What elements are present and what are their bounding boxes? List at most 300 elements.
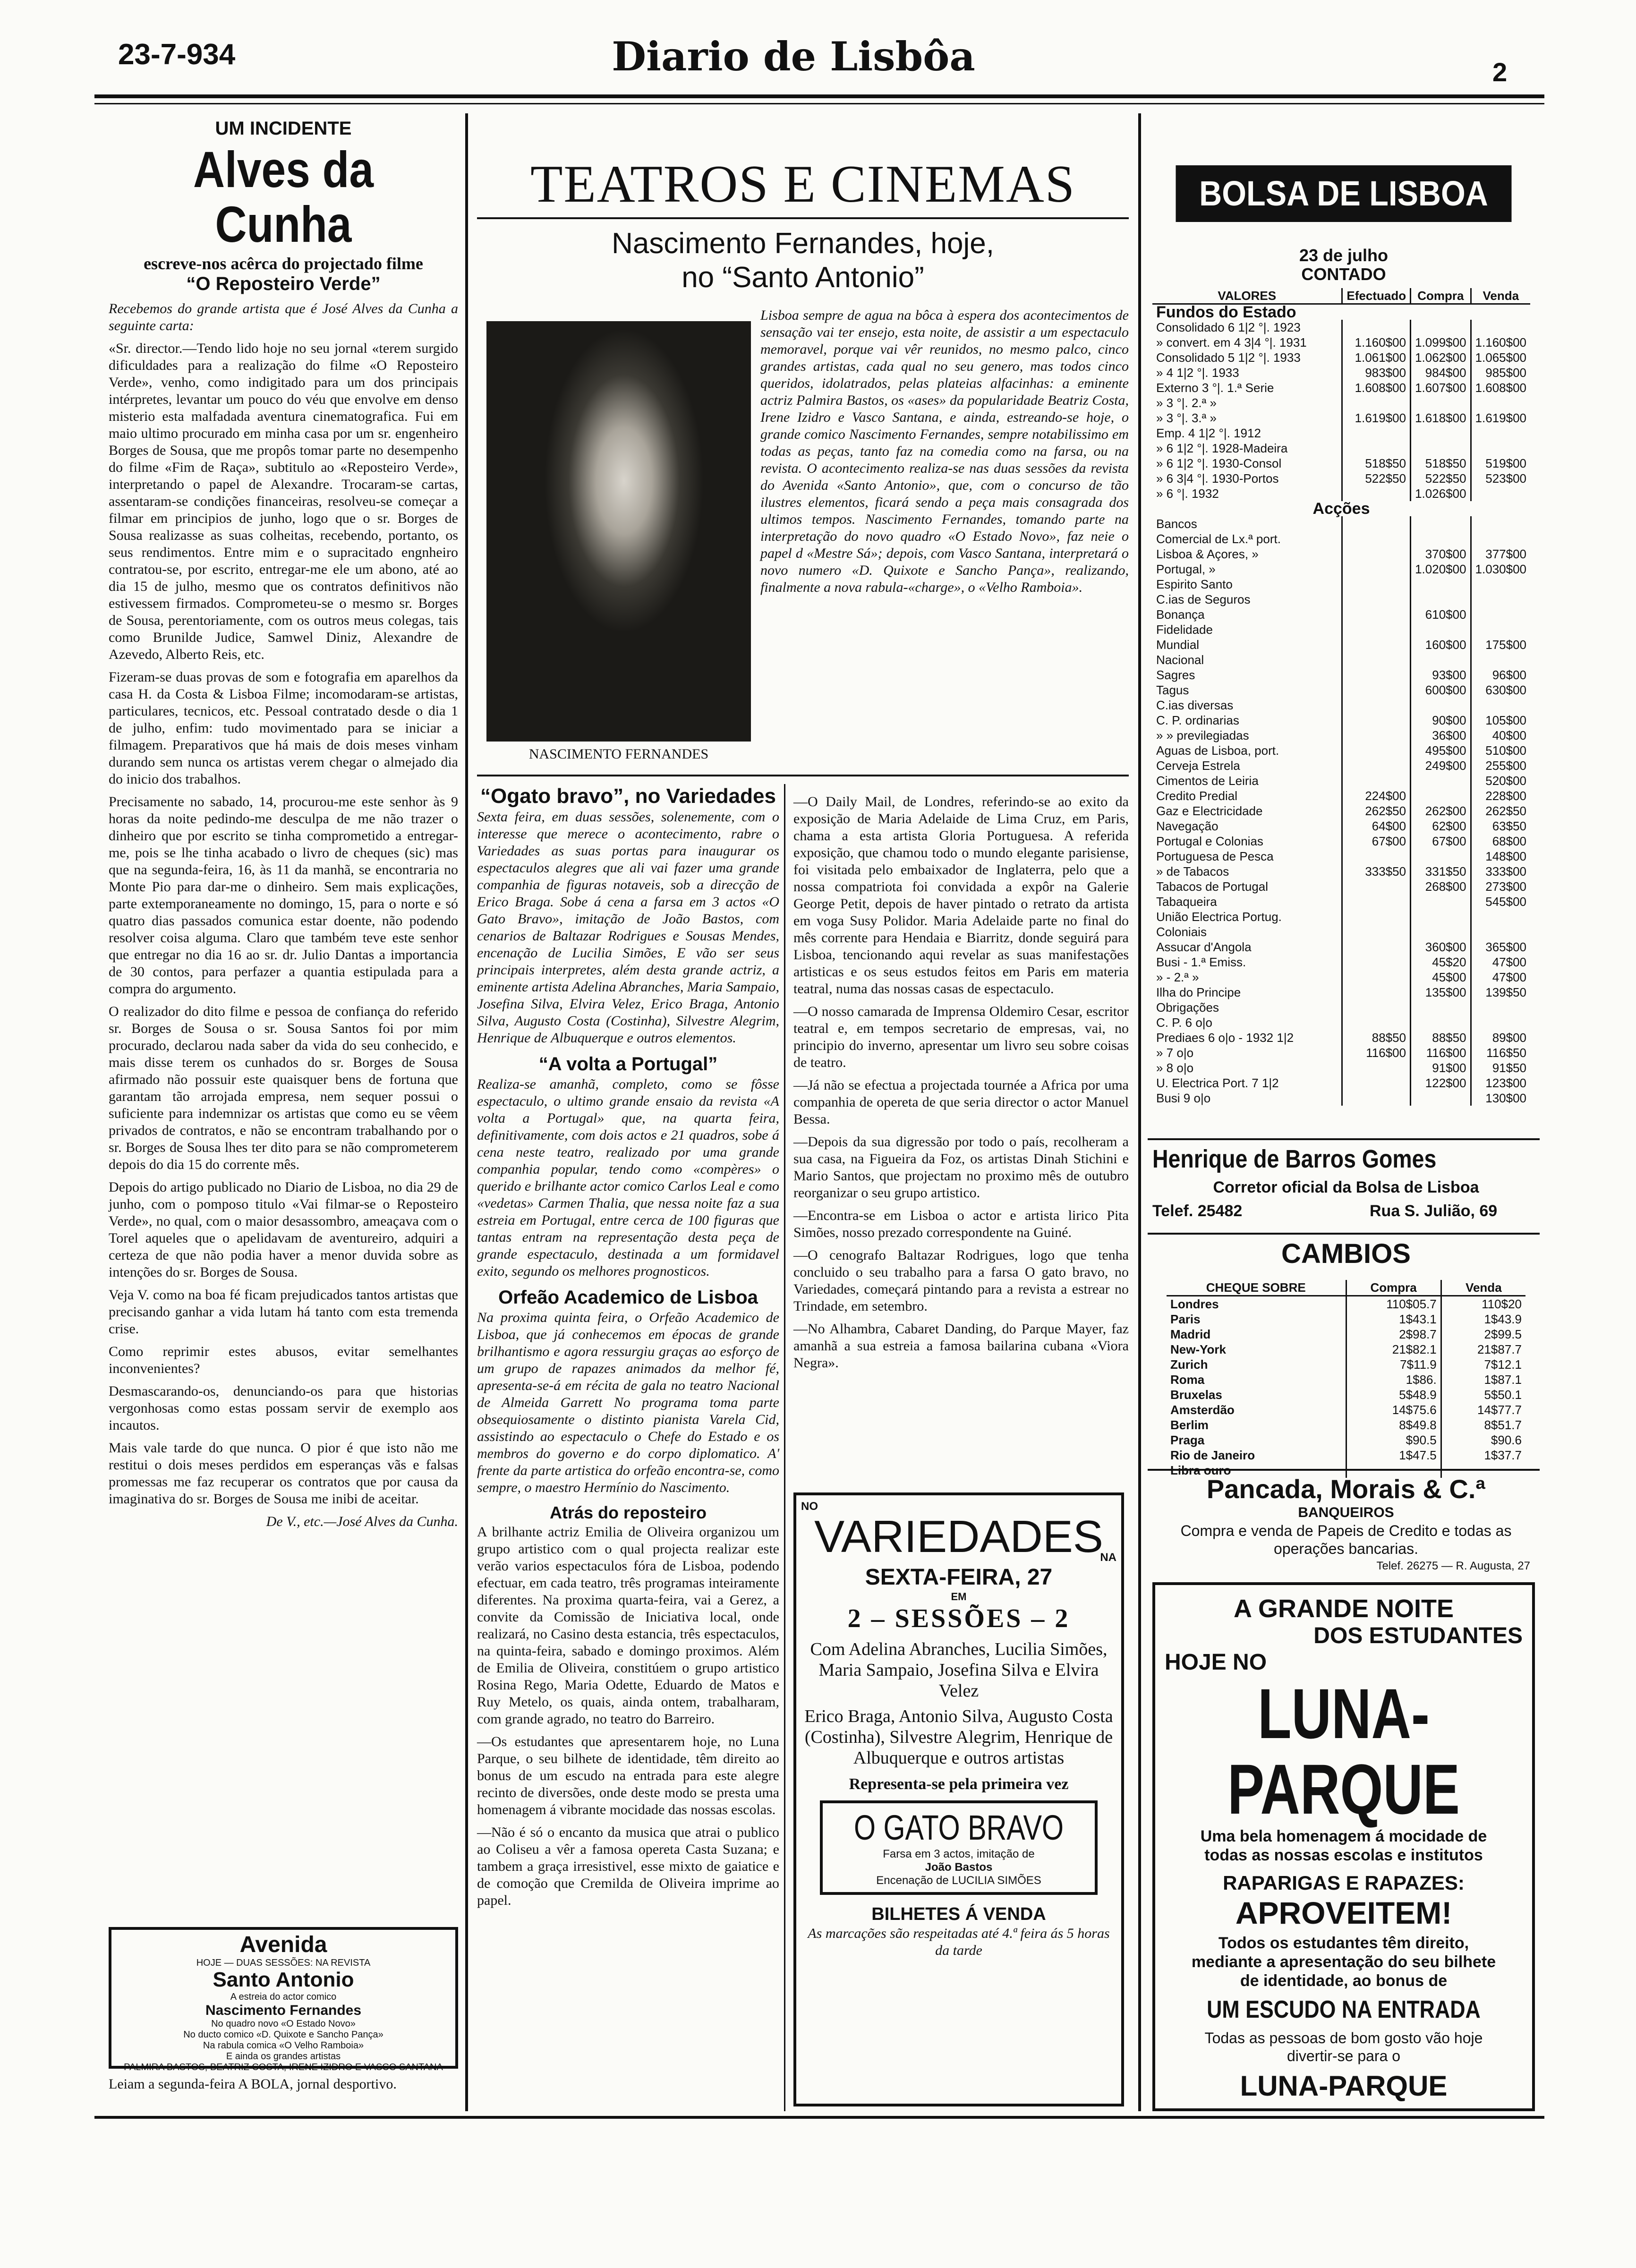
signoff: De V., etc.—José Alves da Cunha.	[266, 1514, 458, 1529]
ad-desc: João Bastos	[925, 1861, 993, 1874]
quote-value	[1342, 758, 1411, 773]
table-row	[1167, 1402, 1525, 1417]
table-row	[1152, 909, 1530, 924]
table-row	[1152, 864, 1530, 879]
quote-value	[1471, 592, 1530, 607]
quote-value	[1342, 894, 1411, 909]
security-name: Espirito Santo	[1156, 577, 1233, 591]
quote-value: 91$50	[1471, 1060, 1530, 1075]
section-rule	[1148, 1233, 1540, 1235]
table-row	[1167, 1357, 1525, 1372]
table-row	[1152, 607, 1530, 622]
quote-value: 160$00	[1411, 637, 1471, 652]
security-name: União Electrica Portug.	[1156, 910, 1282, 924]
table-row	[1152, 1030, 1530, 1045]
rate-value: 1$37.7	[1441, 1448, 1525, 1463]
security-name: Busi - 1.ª Emiss.	[1156, 955, 1246, 969]
currency-name: Amsterdão	[1170, 1403, 1235, 1417]
theatre-headline: Nascimento Fernandes, hoje,	[612, 227, 994, 260]
body-paragraph: Depois do artigo publicado no Diario de Lisboa, no dia 29 de junho, com o pomposo titulo «Vai filmar-se o Reposteiro Verde», no qual, com o maior desassombro, ameaçava com o Torel aqueles que o apelidavam de aventureiro, adquiri a certeza de que não podia haver a menor duvida sobre as intenções do sr. Borges de Sousa.	[109, 1179, 458, 1280]
table-row	[1152, 758, 1530, 773]
bank-name: Pancada, Morais & C.ª	[1206, 1474, 1486, 1504]
quote-value	[1342, 637, 1411, 652]
quote-value: 47$00	[1471, 970, 1530, 985]
quote-value: 522$50	[1411, 471, 1471, 486]
body-paragraph: Precisamente no sabado, 14, procurou-me este senhor às 9 horas da noite pedindo-me desculpa de me não trazer o dinheiro que por escrito se tinha comprometido a entregar-me, pois se lhe tinha acabado o livro de cheques (sic) mas que na segunda-feira, 16, às 11 da manhã, se encontraria no Monte Pio para dar-me o dinheiro. Sem mais explicações, parte extemporaneamente no domingo, 15, para o norte e só quatro dias passados comunica estar doente, não podendo resolver coisa alguma. Claro que também teve este senhor que entregar no dia 16 ao sr. dr. Julio Dantas a importancia de 30 contos, para perfazer a quantia estipulada para a compra do argumento.	[109, 794, 458, 997]
rate-value: 1$86.	[1346, 1372, 1441, 1387]
ad-line: HOJE — DUAS SESSÕES: NA REVISTA	[196, 1958, 371, 1968]
masthead: Diario de Lisbôa	[612, 33, 975, 80]
quote-value: 495$00	[1411, 743, 1471, 758]
table-row	[1152, 562, 1530, 577]
gato-body: Sexta feira, em duas sessões, solenemente, com o interesse que merece o acontecimento, rabre o Variedades as suas portas para inaugurar os espectaculos alegres que ali vai fazer uma grande companhia de figuras notaveis, sob a direcção de Erico Braga. Sobe á cena a farsa em 3 actos «O Gato Bravo», imitação de João Bastos, com cenarios de Baltazar Rodrigues e Sousas Mendes, encenação de Lucilia Simões, E vão ser seus principais interpretes, além desta grande actriz, a eminente artista Adelina Abranches, Maria Sampaio, Josefina Silva, Elvira Velez, Erico Braga, Antonio Silva, Augusto Costa (Costinha), Silvestre Alegrim, Henrique de Albuquerque e outros elementos.	[477, 809, 779, 1046]
ad-line: HOJE NO	[1165, 1650, 1267, 1675]
security-name: Portuguesa de Pesca	[1156, 849, 1274, 863]
left-footer: Leiam a segunda-feira A BOLA, jornal desportivo.	[109, 2076, 397, 2092]
quote-value	[1471, 607, 1530, 622]
ad-actor: Nascimento Fernandes	[205, 2003, 362, 2018]
column-header: Compra	[1411, 288, 1471, 304]
security-name: Busi 9 o|o	[1156, 1091, 1211, 1105]
rate-value: 2$98.7	[1346, 1327, 1441, 1342]
quote-value: 36$00	[1411, 728, 1471, 743]
table-row	[1152, 546, 1530, 562]
quote-value	[1411, 1091, 1471, 1106]
quote-value	[1342, 531, 1411, 546]
security-name: Prediaes 6 o|o - 1932 1|2	[1156, 1031, 1294, 1045]
quote-value: 45$20	[1411, 955, 1471, 970]
quote-value: 67$00	[1342, 834, 1411, 849]
subhead: escreve-nos acêrca do projectado filme	[144, 254, 423, 273]
broker-name: Henrique de Barros Gomes	[1152, 1145, 1437, 1173]
exchange-table	[1167, 1280, 1525, 1478]
ad-sub: Todas as pessoas de bom gosto vão hoje divertir-se para o	[1204, 2029, 1483, 2064]
quote-value: 1.065$00	[1471, 350, 1530, 365]
quote-value: 1.619$00	[1471, 410, 1530, 426]
bolsa-subtitle: CONTADO	[1301, 264, 1386, 284]
security-name: Nacional	[1156, 653, 1204, 667]
quote-value	[1342, 849, 1411, 864]
header-rule-thin	[94, 103, 1544, 104]
table-row	[1152, 652, 1530, 667]
ad-no: NO	[801, 1500, 818, 1513]
column-rule-inner	[784, 784, 785, 2111]
quote-value: 331$50	[1411, 864, 1471, 879]
reposteiro-headline: Atrás do reposteiro	[549, 1503, 707, 1522]
quote-value: 333$00	[1471, 864, 1530, 879]
subhead-title: “O Reposteiro Verde”	[186, 273, 381, 294]
table-row	[1152, 426, 1530, 441]
quote-value: 1.160$00	[1471, 335, 1530, 350]
rate-value: 1$47.5	[1346, 1448, 1441, 1463]
news-item: —O cenografo Baltazar Rodrigues, logo que tenha concluido o seu trabalho para a farsa O gato bravo, no Variedades, começará pintando para a revista a estrear no Trindade, em setembro.	[793, 1247, 1129, 1314]
quote-value: 224$00	[1342, 788, 1411, 803]
quote-value	[1411, 909, 1471, 924]
ad-line: PALMIRA BASTOS, BEATRIZ COSTA, IRENE IZIDRO E VASCO SANTANA	[124, 2062, 443, 2072]
broker-phone: Telef. 25482	[1152, 1202, 1243, 1220]
table-row	[1167, 1296, 1525, 1312]
ad-desc: Farsa em 3 actos, imitação de	[883, 1848, 1035, 1860]
table-row	[1152, 365, 1530, 380]
orfeao-headline: Orfeão Academico de Lisboa	[498, 1287, 758, 1308]
volta-headline: “A volta a Portugal”	[538, 1054, 718, 1074]
currency-name: Bruxelas	[1170, 1388, 1222, 1402]
table-row	[1152, 531, 1530, 546]
reposteiro-body: —Os estudantes que apresentarem hoje, no Luna Parque, o seu bilhete de identidade, têm direito ao bonus de um escudo na entrada para este alegre recinto de diversões, onde deste modo se presta uma homenagem á vibrante mocidade das nossas escolas.	[477, 1734, 779, 1817]
rate-value: 8$49.8	[1346, 1417, 1441, 1432]
security-name: » convert. em 4 3|4 °|. 1931	[1156, 335, 1307, 350]
quote-value: 62$00	[1411, 819, 1471, 834]
table-row	[1152, 728, 1530, 743]
quote-value: 228$00	[1471, 788, 1530, 803]
quote-value: 1.030$00	[1471, 562, 1530, 577]
security-name: C.ias diversas	[1156, 698, 1234, 712]
security-name: » 4 1|2 °|. 1933	[1156, 366, 1239, 380]
intro: Recebemos do grande artista que é José Alves da Cunha a seguinte carta:	[109, 301, 458, 333]
table-row	[1152, 955, 1530, 970]
security-name: Aguas de Lisboa, port.	[1156, 743, 1279, 758]
bolsa-table	[1152, 288, 1530, 1138]
table-row	[1152, 1091, 1530, 1106]
quote-value	[1411, 773, 1471, 788]
quote-value	[1342, 622, 1411, 637]
quote-value: 262$00	[1411, 803, 1471, 819]
rate-value: 5$50.1	[1441, 1387, 1525, 1402]
ad-premiere: Representa-se pela primeira vez	[849, 1775, 1069, 1793]
security-name: U. Electrica Port. 7 1|2	[1156, 1076, 1279, 1090]
security-name: » » previlegiadas	[1156, 728, 1249, 742]
security-name: » - 2.ª »	[1156, 970, 1199, 984]
quote-value	[1411, 577, 1471, 592]
table-row	[1152, 410, 1530, 426]
security-name: Sagres	[1156, 668, 1195, 682]
rate-value: $90.6	[1441, 1432, 1525, 1448]
volta-body: Realiza-se amanhã, completo, como se fôsse espectaculo, o ultimo grande ensaio da revista «A volta a Portugal» que, na quarta feira, definitivamente, com dois actos e 21 quadros, sobe á cena neste teatro, realizado por uma grande companhia popular, tendo como «compères» o querido e brilhante actor comico Carlos Leal e como «vedetas» Carmen Thalia, que nessa noite faz a sua estreia em Portugal, entre cerca de 100 figuras que tantas entram na representação desta peça de grande espectaculo, destinada a um formidavel exito, segundo os melhores prognosticos.	[477, 1076, 779, 1279]
quote-value: 365$00	[1471, 939, 1530, 955]
security-name: Ilha do Principe	[1156, 985, 1241, 999]
column-header: Efectuado	[1342, 288, 1411, 304]
quotes-table	[1152, 288, 1530, 1106]
table-row	[1152, 819, 1530, 834]
bank-role: BANQUEIROS	[1298, 1505, 1394, 1520]
quote-value	[1342, 486, 1411, 501]
ad-line: A GRANDE NOITE	[1233, 1594, 1454, 1623]
table-row	[1152, 1000, 1530, 1015]
body-paragraph: Desmascarando-os, denunciando-os para que historias vergonhosas como estas possam servir de exemplo aos incautos.	[109, 1383, 458, 1433]
quote-value: 262$50	[1342, 803, 1411, 819]
quote-value	[1411, 395, 1471, 410]
currency-name: Rio de Janeiro	[1170, 1448, 1255, 1462]
orfeao-body: Na proxima quinta feira, o Orfeão Academico de Lisboa, que já conhecemos em épocas de grande brilhantismo e agora ressurgiu graças ao esforço de um grupo de rapazes animados da melhor fé, apresenta-se-á em récita de gala no teatro Nacional de Almeida Garrett No programa toma parte obsequiosamente o distinto pianista Varela Cid, assistindo ao espectaculo o Chefe do Estado e os membros do governo e do corpo diplomatico. A' frente da parte artistica do orfeão encontra-se, como sempre, o maestro Hermínio do Nascimento.	[477, 1310, 779, 1495]
body-paragraph: Fizeram-se duas provas de som e fotografia em aparelhos da casa H. da Costa & Lisboa Filme; incomodaram-se artistas, particulares, tecnicos, etc. Pessoal contratado desde o dia 1 de julho, enfim: tudo movimentado para se iniciar a filmagem. Preparativos que há mais de dois meses vinham durando sem nunca os artistas verem chegar o almejado dia do inicio dos trabalhos.	[109, 669, 458, 787]
quote-value	[1342, 879, 1411, 894]
quote-value: 1.061$00	[1342, 350, 1411, 365]
theatre-notes-left	[477, 784, 779, 2111]
theatre-notes-right	[793, 793, 1129, 1474]
security-name: Credito Predial	[1156, 789, 1237, 803]
ad-line: A estreia do actor comico	[230, 1992, 337, 2002]
ad-cast: Com Adelina Abranches, Lucilia Simões, Maria Sampaio, Josefina Silva e Elvira Velez	[810, 1639, 1108, 1701]
quote-value: 518$50	[1342, 456, 1411, 471]
column-header: Venda	[1441, 1280, 1525, 1296]
quote-value: 45$00	[1411, 970, 1471, 985]
table-row	[1152, 879, 1530, 894]
show-box	[820, 1800, 1098, 1895]
quote-value	[1342, 395, 1411, 410]
security-name: » 6 1|2 °|. 1930-Consol	[1156, 456, 1282, 470]
table-row	[1152, 788, 1530, 803]
quote-value: 64$00	[1342, 819, 1411, 834]
ad-sub: UM ESCUDO NA ENTRADA	[1207, 1996, 1481, 2023]
rate-value: 7$11.9	[1346, 1357, 1441, 1372]
quote-value: 89$00	[1471, 1030, 1530, 1045]
section-header-row	[1152, 304, 1530, 320]
quote-value	[1342, 743, 1411, 758]
currency-name: Paris	[1170, 1312, 1201, 1326]
security-name: » 3 °|. 3.ª »	[1156, 411, 1217, 425]
quote-value: 1.608$00	[1342, 380, 1411, 395]
ad-footer: LUNA-PARQUE	[1240, 2070, 1448, 2102]
quote-value	[1411, 1000, 1471, 1015]
ad-cast: Erico Braga, Antonio Silva, Augusto Costa (Costinha), Silvestre Alegrim, Henrique de Albuquerque e outros artistas	[804, 1706, 1113, 1768]
quote-value: 122$00	[1411, 1075, 1471, 1091]
bottom-rule	[94, 2116, 1544, 2119]
currency-name: Berlim	[1170, 1418, 1209, 1432]
security-name: Gaz e Electricidade	[1156, 804, 1263, 818]
table-row	[1167, 1387, 1525, 1402]
security-name: Fidelidade	[1156, 622, 1213, 637]
quote-value	[1471, 516, 1530, 531]
table-row	[1167, 1327, 1525, 1342]
column-header: Venda	[1471, 288, 1530, 304]
quote-value	[1411, 788, 1471, 803]
rate-value: 5$48.9	[1346, 1387, 1441, 1402]
column-header: Compra	[1346, 1280, 1441, 1296]
rate-value: 21$82.1	[1346, 1342, 1441, 1357]
ad-sessions: 2 – SESSÕES – 2	[847, 1604, 1070, 1633]
security-name: Bancos	[1156, 517, 1197, 531]
table-row	[1152, 970, 1530, 985]
quote-value: 545$00	[1471, 894, 1530, 909]
ad-date: SEXTA-FEIRA, 27	[865, 1565, 1053, 1590]
quote-value	[1471, 531, 1530, 546]
section-title: Acções	[1312, 500, 1370, 518]
table-row	[1152, 803, 1530, 819]
quote-value	[1471, 652, 1530, 667]
quote-value	[1471, 909, 1530, 924]
security-name: Comercial de Lx.ª port.	[1156, 532, 1281, 546]
table-row	[1152, 849, 1530, 864]
quote-value: 1.026$00	[1411, 486, 1471, 501]
quote-value: 116$50	[1471, 1045, 1530, 1060]
quote-value	[1342, 577, 1411, 592]
table-row	[1152, 456, 1530, 471]
table-row	[1152, 713, 1530, 728]
quote-value: 273$00	[1471, 879, 1530, 894]
broker-role: Corretor oficial da Bolsa de Lisboa	[1213, 1178, 1479, 1196]
quote-value	[1342, 713, 1411, 728]
quote-value: 116$00	[1342, 1045, 1411, 1060]
table-row	[1152, 622, 1530, 637]
quote-value	[1411, 894, 1471, 909]
quote-value: 1.619$00	[1342, 410, 1411, 426]
quote-value: 610$00	[1411, 607, 1471, 622]
table-row	[1152, 682, 1530, 698]
table-row	[1152, 667, 1530, 682]
quote-value	[1342, 909, 1411, 924]
rate-value: 1$43.1	[1346, 1312, 1441, 1327]
section-rule	[1148, 1469, 1540, 1471]
quote-value: 510$00	[1471, 743, 1530, 758]
quote-value	[1471, 426, 1530, 441]
quote-value	[1342, 773, 1411, 788]
rate-value: 7$12.1	[1441, 1357, 1525, 1372]
body-paragraph: «Sr. director.—Tendo lido hoje no seu jornal «terem surgido dificuldades para a realização do filme «O Reposteiro Verde», venho, como indigitado para um dos principais intérpretes, levantar um pouco do véu que envolve em denso misterio esta malfadada aventura cinematografica. Fui em maio ultimo procurado em minha casa por um sr. engenheiro Borges de Sousa, que me propôs tomar parte no desempenho do filme «Fim de Raça», subtitulo ao «Reposteiro Verde», interpretando o papel de Alexandre. Trocaram-se cartas, assentaram-se condições financeiras, resolveu-se começar a filmar em principios de junho, logo que o sr. Borges de Sousa realizasse as suas colheitas, recebendo, portanto, os seus rendimentos. Entre mim e o supracitado engnheiro contratou-se, por escrito, entregar-me ele um abono, até ao dia 15 de julho, mesmo que os contratos definitivos não estivessem firmados. Comprometeu-se o mesmo sr. Borges de Sousa, perentoriamente, com os outros meus colegas, tais como Brunilde Judice, Samwel Diniz, Alexandre de Azevedo, Alberto Reis, etc.	[109, 341, 458, 662]
reposteiro-body: A brilhante actriz Emilia de Oliveira organizou um grupo artistico com o qual projecta realizar este verão varios espectaculos fóra de Lisboa, podendo efectuar, em cada teatro, três programas inteiramente diferentes. Na proxima quarta-feira, vai a Gerez, a convite da Comissão de Iniciativa local, onde realizará, no Casino desta estancia, três espectaculos, na quinta-feira, sabado e domingo proximos. Além de Emilia de Oliveira, constitúem o grupo artistico Rosina Rego, Maria Odette, Eduardo de Matos e Ruy Metelo, os quais, ainda ontem, trabalharam, com grande agrado, no teatro do Barreiro.	[477, 1524, 779, 1727]
quote-value	[1411, 592, 1471, 607]
bank-desc: Compra e venda de Papeis de Credito e todas as operações bancarias.	[1180, 1522, 1512, 1557]
ad-sub: APROVEITEM!	[1235, 1895, 1452, 1930]
rate-value: 14$75.6	[1346, 1402, 1441, 1417]
security-name: » 6 3|4 °|. 1930-Portos	[1156, 471, 1279, 486]
quote-value: 1.099$00	[1411, 335, 1471, 350]
section-banner: TEATROS E CINEMAS	[530, 155, 1076, 213]
kicker: UM INCIDENTE	[215, 118, 352, 139]
quote-value	[1471, 622, 1530, 637]
security-name: C. P. ordinarias	[1156, 713, 1239, 727]
security-name: Cerveja Estrela	[1156, 759, 1240, 773]
quote-value: 984$00	[1411, 365, 1471, 380]
news-item: —Já não se efectua a projectada tournée a Africa por uma companhia de opereta de que seria director o actor Manuel Bessa.	[793, 1077, 1129, 1127]
quote-value	[1411, 622, 1471, 637]
quote-value: 1.618$00	[1411, 410, 1471, 426]
quote-value	[1471, 924, 1530, 939]
bolsa-date: 23 de julho	[1299, 246, 1389, 265]
cambios-table	[1167, 1280, 1525, 1462]
avenida-ad	[109, 1927, 458, 2072]
security-name: Coloniais	[1156, 925, 1207, 939]
table-row	[1152, 335, 1530, 350]
security-name: Portugal e Colonias	[1156, 834, 1263, 848]
quote-value	[1342, 667, 1411, 682]
ad-title: VARIEDADES	[814, 1511, 1103, 1562]
theatre-headline: no “Santo Antonio”	[682, 261, 924, 294]
quote-value	[1411, 698, 1471, 713]
photo-caption: NASCIMENTO FERNANDES	[528, 746, 709, 762]
quote-value: 377$00	[1471, 546, 1530, 562]
quote-value	[1342, 546, 1411, 562]
security-name: » 7 o|o	[1156, 1046, 1194, 1060]
quote-value: 90$00	[1411, 713, 1471, 728]
security-name: » 6 1|2 °|. 1928-Madeira	[1156, 441, 1288, 455]
quote-value: 1.160$00	[1342, 335, 1411, 350]
quote-value	[1471, 698, 1530, 713]
quote-value	[1342, 985, 1411, 1000]
column-header: CHEQUE SOBRE	[1167, 1280, 1346, 1296]
news-item: —O nosso camarada de Imprensa Oldemiro Cesar, escritor teatral e, em tempos secretario de empresas, vai, no principio do inverno, apresentar um livro seu sobre coisas de teatro.	[793, 1004, 1129, 1070]
quote-value	[1471, 1000, 1530, 1015]
currency-name: Londres	[1170, 1297, 1219, 1311]
table-row	[1152, 939, 1530, 955]
table-row	[1152, 577, 1530, 592]
quote-value: 983$00	[1342, 365, 1411, 380]
security-name: C. P. 6 o|o	[1156, 1015, 1213, 1030]
quote-value: 105$00	[1471, 713, 1530, 728]
security-name: Tagus	[1156, 683, 1189, 697]
quote-value	[1411, 652, 1471, 667]
rate-value: 110$20	[1441, 1296, 1525, 1312]
table-row	[1152, 743, 1530, 758]
quote-value	[1342, 607, 1411, 622]
quote-value: 47$00	[1471, 955, 1530, 970]
quote-value	[1471, 577, 1530, 592]
quote-value	[1342, 698, 1411, 713]
body-paragraph: O realizador do dito filme e pessoa de confiança do referido sr. Borges de Sousa o sr. Sousa Santos foi por mim procurado, declarou nada saber da vida do seu conhecido, e mais disse terem os cunhados do sr. Borges de Sousa afirmado não possuir este quaisquer bens de fortuna que garantam tão arrojada empresa, nem sequer possui o suficiente para indemnizar os artistas que como eu se vêem privados de contratos, e não se encontram trabalhando por o sr. Borges de Sousa lhes ter dito para se não comprometerem depois do dia 15 do corrente mês.	[109, 1004, 458, 1172]
security-name: Consolidado 5 1|2 °|. 1933	[1156, 350, 1301, 365]
quote-value	[1342, 592, 1411, 607]
quote-value: 88$50	[1411, 1030, 1471, 1045]
section-header-row	[1152, 501, 1530, 516]
table-row	[1152, 395, 1530, 410]
quote-value	[1342, 652, 1411, 667]
rate-value: 110$05.7	[1346, 1296, 1441, 1312]
quote-value: 255$00	[1471, 758, 1530, 773]
rate-value: 1$43.9	[1441, 1312, 1525, 1327]
table-row	[1167, 1342, 1525, 1357]
rate-value: 21$87.7	[1441, 1342, 1525, 1357]
quote-value	[1411, 320, 1471, 335]
table-row	[1152, 1045, 1530, 1060]
currency-name: New-York	[1170, 1342, 1226, 1356]
table-row	[1152, 698, 1530, 713]
ad-sub: Uma bela homenagem á mocidade de todas as nossas escolas e institutos	[1200, 1827, 1487, 1864]
security-name: Emp. 4 1|2 °|. 1912	[1156, 426, 1261, 440]
section-rule	[477, 775, 1129, 776]
quote-value: 333$50	[1342, 864, 1411, 879]
reposteiro-body: —Não é só o encanto da musica que atrai o publico ao Coliseu a vêr a famosa opereta Casta Suzana; e tambem a graça irresistivel, esse mixto de gaiatice e de comoção que Cremilda de Oliveira imprime ao papel.	[477, 1825, 779, 1908]
quote-value	[1411, 426, 1471, 441]
security-name: Navegação	[1156, 819, 1218, 833]
ad-title: LUNA-PARQUE	[1227, 1674, 1460, 1829]
table-row	[1167, 1432, 1525, 1448]
quote-value	[1411, 924, 1471, 939]
security-name: Bonança	[1156, 607, 1205, 622]
quote-value: 262$50	[1471, 803, 1530, 819]
security-name: Tabacos de Portugal	[1156, 879, 1269, 894]
quote-value: 123$00	[1471, 1075, 1530, 1091]
quote-value: 268$00	[1411, 879, 1471, 894]
quote-value: 116$00	[1411, 1045, 1471, 1060]
section-title: Fundos do Estado	[1156, 303, 1296, 321]
quote-value: 518$50	[1411, 456, 1471, 471]
quote-value: 68$00	[1471, 834, 1530, 849]
security-name: Consolidado 6 1|2 °|. 1923	[1156, 320, 1301, 334]
ad-line: E ainda os grandes artistas	[226, 2051, 341, 2062]
theatre-lead: Lisboa sempre de agua na bôca à espera dos acontecimentos de sensação vai ter ensejo, esta noite, de assistir a um espectaculo memoravel, porque vai vêr reunidos, no mesmo palco, cinco grandes artistas, cada qual no seu genero, mas todos cinco queridos, idolatrados, pelas plateias alfacinhas: a eminente actriz Palmira Bastos, os «ases» da popularidade Beatriz Costa, Irene Izidro e Vasco Santana, e ainda, estreando-se hoje, o grande comico Nascimento Fernandes, sempre notabilissimo em todas as peças, tanto faz na comedia como na farsa, ou na revista. O acontecimento realiza-se nas duas sessões da revista do Avenida «Santo Antonio», que, com o concurso de tão ilustres elementos, ficará sendo a peça mais consagrada dos ultimos tempos. Nascimento Fernandes, tomando parte na interpretação do novo quadro «O Estado Novo», faz neie o papel d «Mestre Sá»; depois, com Vasco Santana, interpretará o novo numero «D. Quixote e Sancho Pança», realizando, finalmente a nova rabula-«charge», o «Velho Ramboia».	[760, 307, 1129, 595]
ad-title: Avenida	[239, 1932, 327, 1957]
ad-na: NA	[1100, 1551, 1116, 1564]
header-rule	[94, 94, 1544, 98]
quote-value: 1.607$00	[1411, 380, 1471, 395]
table-row	[1152, 985, 1530, 1000]
rate-value: 8$51.7	[1441, 1417, 1525, 1432]
table-row	[1152, 1060, 1530, 1075]
quote-value	[1342, 441, 1411, 456]
bank-contact: Telef. 26275 — R. Augusta, 27	[1376, 1560, 1530, 1572]
gato-headline: “Ogato bravo”, no Variedades	[480, 784, 776, 808]
table-row	[1152, 471, 1530, 486]
ad-line: No ducto comico «D. Quixote e Sancho Pança»	[183, 2029, 383, 2040]
